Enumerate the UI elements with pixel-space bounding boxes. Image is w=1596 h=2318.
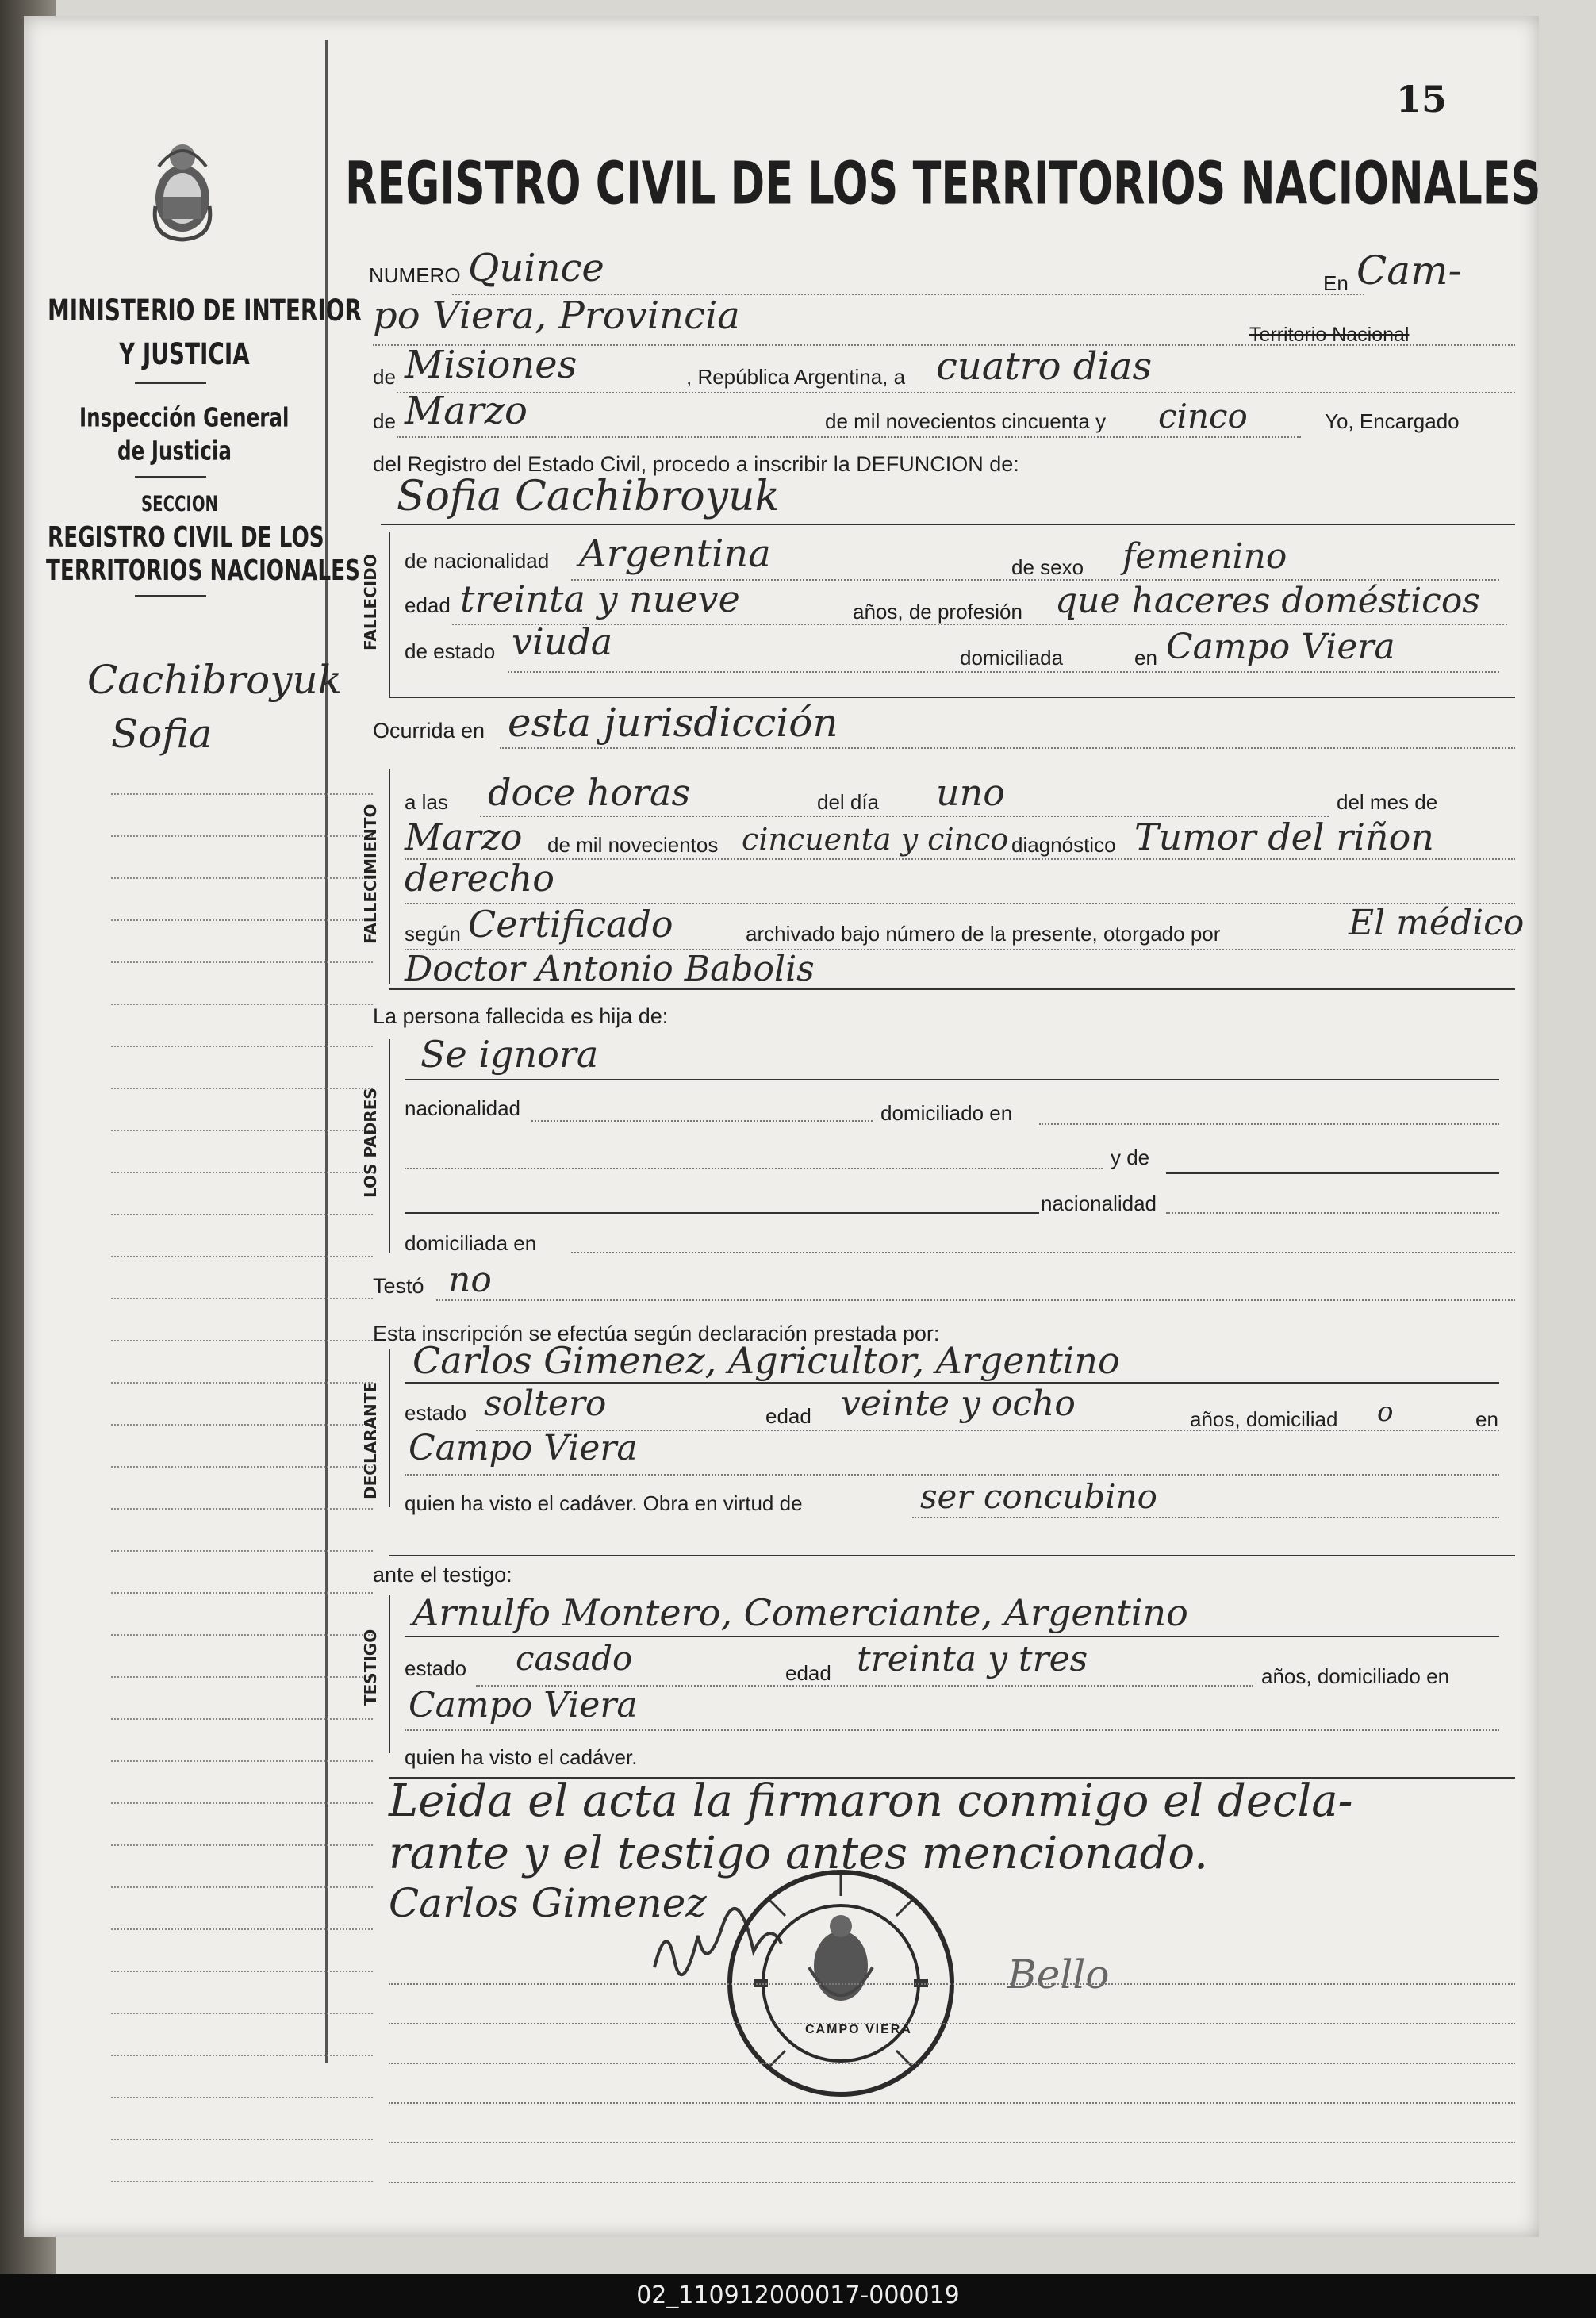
hora-label: a las — [405, 790, 448, 814]
line — [531, 1120, 873, 1122]
margin-ruled-line — [111, 1550, 373, 1552]
margin-ruled-line — [111, 1382, 373, 1384]
doctor-value: Doctor Antonio Babolis — [405, 949, 815, 989]
place-value: po Viera, Provincia — [373, 294, 740, 338]
domicilio-value: Campo Viera — [1166, 627, 1395, 667]
fallecimiento-bracket — [389, 769, 390, 984]
line — [500, 747, 1515, 749]
line — [397, 392, 1515, 393]
line — [405, 1079, 1499, 1080]
mes-value: Marzo — [405, 816, 523, 858]
profesion-label: años, de profesión — [853, 600, 1022, 624]
profesion-value: que haceres domésticos — [1055, 581, 1480, 621]
declarante-intro: Esta inscripción se efectúa según declaración prestada por: — [373, 1322, 940, 1345]
line — [405, 1474, 1499, 1476]
otorgado-value: El médico — [1349, 903, 1525, 943]
margin-ruled-line — [111, 1214, 373, 1215]
margin-ruled-line — [111, 793, 373, 795]
de-label: de — [373, 365, 396, 389]
archivado-label: archivado bajo número de la presente, otorgado por — [746, 922, 1221, 946]
line — [508, 671, 1499, 673]
margin-ruled-line — [111, 2013, 373, 2014]
seal-text: CAMPO VIERA — [805, 2023, 912, 2036]
domiciliado-label: domiciliado en — [880, 1101, 1013, 1125]
estado-value: soltero — [484, 1384, 607, 1424]
line — [381, 524, 1515, 525]
margin-ruled-line — [111, 1088, 373, 1089]
republica-label: , República Argentina, a — [686, 365, 906, 389]
nacionalidad-label: nacionalidad — [405, 1096, 521, 1120]
nacionalidad2-label: nacionalidad — [1041, 1192, 1157, 1215]
en-label: en — [1475, 1407, 1498, 1431]
margin-ruled-line — [111, 1004, 373, 1005]
margin-ruled-line — [111, 1971, 373, 1972]
line — [405, 858, 1515, 860]
dia-value: uno — [936, 771, 1005, 814]
ministry-line2: Y JUSTICIA — [119, 337, 250, 372]
line — [389, 2182, 1515, 2183]
registro-line: del Registro del Estado Civil, procedo a inscribir la DEFUNCION de: — [373, 452, 1019, 476]
line — [397, 436, 1301, 438]
cadaver-label: quien ha visto el cadáver. — [405, 1745, 638, 1769]
margin-ruled-line — [111, 1466, 373, 1468]
cadaver-label: quien ha visto el cadáver. Obra en virtud de — [405, 1491, 803, 1515]
ocurrida-label: Ocurrida en — [373, 719, 485, 743]
margin-ruled-line — [111, 1424, 373, 1426]
margin-ruled-line — [111, 2097, 373, 2098]
yo-label: Yo, Encargado — [1325, 409, 1460, 433]
testigo-bracket — [389, 1595, 390, 1753]
page-number: 15 — [1396, 78, 1448, 121]
margin-ruled-line — [111, 1760, 373, 1762]
line — [389, 2102, 1515, 2104]
edad-value: treinta y tres — [857, 1639, 1088, 1679]
column-divider — [325, 40, 328, 2063]
testigo-side-label: TESTIGO — [361, 1629, 380, 1706]
margin-ruled-line — [111, 2055, 373, 2056]
testo-label: Testó — [373, 1274, 424, 1298]
segun-label: según — [405, 922, 461, 946]
mil-label: de mil novecientos — [547, 833, 719, 857]
estado-label: de estado — [405, 639, 496, 663]
estado-label: estado — [405, 1656, 467, 1680]
line — [389, 988, 1515, 990]
testo-value: no — [448, 1260, 492, 1300]
margin-ruled-line — [111, 1802, 373, 1804]
diagnostico-cont: derecho — [405, 857, 554, 900]
line — [1039, 1123, 1499, 1125]
line — [389, 1555, 1515, 1556]
province-value: Misiones — [405, 343, 577, 387]
declarante-bracket — [389, 1349, 390, 1507]
hora-value: doce horas — [488, 771, 691, 814]
mes-label: del mes de — [1337, 790, 1438, 814]
domicil-suffix: o — [1377, 1396, 1394, 1428]
segun-value: Certificado — [468, 903, 673, 946]
section-line1: REGISTRO CIVIL DE LOS — [48, 520, 324, 554]
domicilio-value: Campo Viera — [409, 1428, 638, 1468]
fallecimiento-side-label: FALLECIMIENTO — [361, 804, 380, 944]
margin-ruled-line — [111, 1340, 373, 1341]
margin-surname: Cachibroyuk — [87, 657, 343, 703]
testigo-intro: ante el testigo: — [373, 1563, 512, 1587]
estado-value: viuda — [512, 620, 613, 663]
domiciliada-label: domiciliada — [960, 646, 1064, 670]
line — [571, 1252, 1515, 1253]
inspection-line2: de Justicia — [117, 436, 232, 467]
header-rule — [135, 595, 206, 597]
cadaver-value: ser concubino — [920, 1477, 1157, 1516]
domiciliado-label: años, domiciliado en — [1261, 1664, 1450, 1688]
edad-label: edad — [785, 1661, 831, 1685]
signature-officer: Bello — [1007, 1951, 1110, 1998]
edad-value: treinta y nueve — [460, 578, 740, 620]
margin-ruled-line — [111, 1844, 373, 1846]
domicil-label: años, domiciliad — [1190, 1407, 1338, 1431]
margin-ruled-line — [111, 877, 373, 879]
estado-label: estado — [405, 1401, 467, 1425]
padres-intro: La persona fallecida es hija de: — [373, 1004, 669, 1028]
estado-value: casado — [516, 1639, 633, 1678]
margin-ruled-line — [111, 2139, 373, 2140]
line — [389, 2063, 1515, 2064]
line — [405, 1636, 1499, 1637]
header-rule — [135, 382, 206, 384]
page-title: REGISTRO CIVIL DE LOS TERRITORIOS NACIONALES — [345, 151, 1541, 219]
line — [912, 1517, 1499, 1518]
edad-label: edad — [765, 1404, 811, 1428]
margin-ruled-line — [111, 1508, 373, 1510]
domicilio-value: Campo Viera — [409, 1685, 638, 1725]
mil-label: de mil novecientos cincuenta y — [825, 409, 1107, 433]
margin-ruled-line — [111, 961, 373, 963]
territorio-label: Territorio Nacional — [1249, 324, 1410, 346]
margin-ruled-line — [111, 1256, 373, 1257]
year-suffix: cinco — [1158, 397, 1248, 436]
signature-declarante: Carlos Gimenez — [389, 1880, 707, 1926]
en-label: En — [1323, 271, 1349, 295]
year-value: cincuenta y cinco — [742, 822, 1009, 857]
margin-ruled-line — [111, 1172, 373, 1173]
margin-ruled-line — [111, 1592, 373, 1594]
declarante-name: Carlos Gimenez, Agricultor, Argentino — [412, 1339, 1120, 1382]
header-rule — [135, 476, 206, 478]
coat-of-arms-icon — [143, 135, 222, 246]
margin-given-name: Sofia — [111, 711, 213, 757]
diagnostico-label: diagnóstico — [1011, 833, 1116, 857]
line — [389, 1983, 1515, 1985]
numero-value: Quince — [468, 246, 604, 290]
padres-bracket — [389, 1039, 390, 1253]
testigo-name: Arnulfo Montero, Comerciante, Argentino — [412, 1591, 1188, 1634]
edad-label: edad — [405, 593, 451, 617]
section-label: SECCION — [141, 492, 219, 516]
line — [1166, 1172, 1499, 1174]
edad-value: veinte y ocho — [841, 1384, 1076, 1424]
margin-ruled-line — [111, 1676, 373, 1678]
line — [389, 2023, 1515, 2024]
margin-ruled-line — [111, 1298, 373, 1299]
margin-ruled-line — [111, 835, 373, 837]
section-line2: TERRITORIOS NACIONALES — [46, 554, 360, 587]
line — [1166, 1212, 1499, 1214]
closing-line1: Leida el acta la firmaron conmigo el decla- — [389, 1775, 1353, 1827]
margin-ruled-line — [111, 1718, 373, 1720]
margin-ruled-line — [111, 1634, 373, 1636]
ocurrida-value: esta jurisdicción — [508, 700, 838, 746]
dia-label: del día — [817, 790, 880, 814]
numero-label: NUMERO — [369, 263, 461, 287]
padres-side-label: LOS PADRES — [361, 1088, 380, 1198]
sexo-label: de sexo — [1011, 555, 1084, 579]
month-value: Marzo — [405, 389, 528, 433]
line — [405, 1729, 1499, 1731]
declarante-side-label: DECLARANTE — [361, 1381, 380, 1499]
margin-ruled-line — [111, 1886, 373, 1888]
y-de-label: y de — [1111, 1146, 1150, 1169]
margin-ruled-line — [111, 1130, 373, 1131]
line — [389, 697, 1515, 698]
margin-ruled-line — [111, 1046, 373, 1047]
margin-ruled-line — [111, 919, 373, 921]
nacionalidad-label: de nacionalidad — [405, 549, 550, 573]
margin-ruled-line — [111, 1928, 373, 1930]
de-label-2: de — [373, 409, 396, 433]
line — [436, 1299, 1515, 1301]
inspection-line1: Inspección General — [79, 403, 290, 434]
padres-value: Se ignora — [420, 1033, 599, 1076]
image-caption: 02_110912000017-000019 — [0, 2274, 1596, 2318]
deceased-name: Sofia Cachibroyuk — [397, 473, 781, 520]
en-label: en — [1134, 646, 1157, 670]
sexo-value: femenino — [1122, 536, 1287, 577]
register-sheet — [24, 16, 1539, 2237]
fallecido-side-label: FALLECIDO — [361, 554, 380, 650]
domiciliada-label: domiciliada en — [405, 1231, 537, 1255]
line — [405, 1212, 1039, 1214]
day-value: cuatro dias — [936, 344, 1153, 389]
line — [405, 1168, 1103, 1169]
margin-ruled-line — [111, 2181, 373, 2182]
ministry-line1: MINISTERIO DE INTERIOR — [48, 294, 362, 328]
fallecido-bracket — [389, 532, 390, 698]
en-value: Cam- — [1356, 248, 1462, 294]
nacionalidad-value: Argentina — [579, 532, 771, 576]
diagnostico-value: Tumor del riñon — [1134, 816, 1434, 858]
line — [389, 2142, 1515, 2143]
closing-line2: rante y el testigo antes mencionado. — [389, 1828, 1208, 1879]
